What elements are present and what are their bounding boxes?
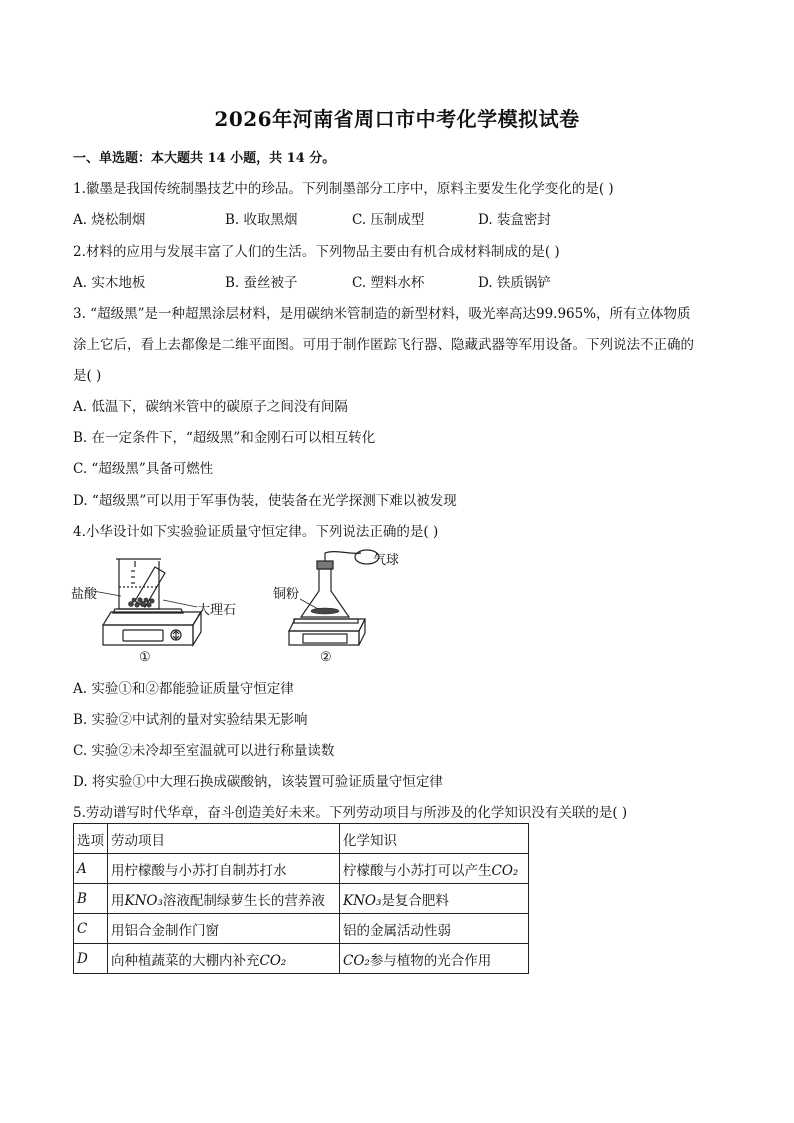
q5-stem: 5.劳动谱写时代华章，奋斗创造美好未来。下列劳动项目与所涉及的化学知识没有关联的是( ) [73, 805, 628, 821]
project-text: 用 [111, 892, 125, 909]
chem-formula: KNO₃ [343, 892, 382, 909]
q5-table [73, 823, 529, 974]
q4-option-d[interactable]: D. 将实验①中大理石换成碳酸钠，该装置可验证质量守恒定律 [73, 774, 443, 790]
q2-option-c[interactable]: C. 塑料水杯 [352, 275, 425, 291]
label-line-marble [163, 600, 197, 607]
row-knowledge [340, 884, 529, 914]
label-line-hcl [93, 591, 121, 596]
row-knowledge [340, 944, 529, 974]
q1-option-d[interactable]: D. 装盒密封 [478, 212, 551, 228]
q1-option-c[interactable]: C. 压制成型 [352, 212, 425, 228]
header-project: 劳动项目 [108, 824, 340, 854]
row-project [108, 944, 340, 974]
balance-2 [289, 619, 365, 645]
q4-stem: 4.小华设计如下实验验证质量守恒定律。下列说法正确的是( ) [73, 524, 439, 540]
label-balloon: 气球 [373, 553, 400, 568]
copper-powder [311, 608, 339, 614]
experiment-diagram [73, 547, 413, 667]
knowledge-text: 参与植物的光合作用 [369, 952, 492, 969]
q3-option-d[interactable]: D. “超级黑”可以用于军事伪装，使装备在光学探测下难以被发现 [73, 493, 457, 509]
table-header-row [74, 824, 529, 854]
label-line-copper [300, 599, 318, 609]
row-project: 用铝合金制作门窗 [108, 914, 340, 944]
row-project: 用柠檬酸与小苏打自制苏打水 [108, 854, 340, 884]
caption-1: ① [139, 650, 151, 665]
row-key: C [74, 914, 108, 944]
chem-formula: CO₂ [491, 862, 519, 879]
q4-experiment-figure [73, 547, 413, 667]
q3-option-a[interactable]: A. 低温下，碳纳米管中的碳原子之间没有间隔 [73, 399, 348, 415]
table-row[interactable] [74, 884, 529, 914]
exam-title: 2026年河南省周口市中考化学模拟试卷 [214, 107, 580, 131]
knowledge-text: 柠檬酸与小苏打可以产生 [343, 862, 492, 879]
knowledge-text: 是复合肥料 [381, 892, 449, 909]
q2-option-a[interactable]: A. 实木地板 [73, 275, 146, 291]
q3-stem-line2: 涂上它后，看上去都像是二维平面图。可用于制作匿踪飞行器、隐藏武器等军用设备。下列说法不正确的 [73, 337, 694, 353]
marble-chips [129, 598, 155, 607]
row-knowledge [340, 854, 529, 884]
q2-stem: 2.材料的应用与发展丰富了人们的生活。下列物品主要由有机合成材料制成的是( ) [73, 244, 560, 260]
row-project [108, 884, 340, 914]
chem-formula: CO₂ [259, 952, 287, 969]
table-row[interactable] [74, 914, 529, 944]
q2-option-b[interactable]: B. 蚕丝被子 [225, 275, 298, 291]
row-knowledge: 铝的金属活动性弱 [340, 914, 529, 944]
label-hcl: 盐酸 [71, 587, 98, 602]
q1-option-b[interactable]: B. 收取黑烟 [225, 212, 298, 228]
q4-option-b[interactable]: B. 实验②中试剂的量对实验结果无影响 [73, 712, 308, 728]
section-heading: 一、单选题：本大题共 14 小题，共 14 分。 [73, 151, 336, 166]
row-key: B [74, 884, 108, 914]
row-key: A [74, 854, 108, 884]
project-text: 向种植蔬菜的大棚内补充 [111, 952, 260, 969]
q2-option-d[interactable]: D. 铁质锅铲 [478, 275, 551, 291]
q3-stem-line1: 3. “超级黑”是一种超黑涂层材料，是用碳纳米管制造的新型材料，吸光率高达99.965%，所有立体物质 [73, 306, 691, 322]
row-key: D [74, 944, 108, 974]
chem-formula: CO₂ [343, 952, 370, 969]
label-copper: 铜粉 [273, 587, 300, 602]
q3-option-c[interactable]: C. “超级黑”具备可燃性 [73, 461, 214, 477]
balance-1 [103, 609, 201, 645]
conical-flask [301, 550, 379, 617]
table-row[interactable] [74, 854, 529, 884]
caption-2: ② [320, 650, 332, 665]
q3-option-b[interactable]: B. 在一定条件下，“超级黑”和金刚石可以相互转化 [73, 430, 376, 446]
q1-stem: 1.徽墨是我国传统制墨技艺中的珍品。下列制墨部分工序中，原料主要发生化学变化的是( ) [73, 181, 614, 197]
chem-formula: KNO₃ [124, 892, 163, 909]
q3-stem-line3: 是( ) [73, 368, 102, 384]
header-knowledge: 化学知识 [340, 824, 529, 854]
label-marble: 大理石 [197, 603, 237, 618]
q4-option-c[interactable]: C. 实验②未冷却至室温就可以进行称量读数 [73, 743, 335, 759]
table-row[interactable] [74, 944, 529, 974]
q4-option-a[interactable]: A. 实验①和②都能验证质量守恒定律 [73, 681, 294, 697]
q1-option-a[interactable]: A. 烧松制烟 [73, 212, 146, 228]
project-text: 溶液配制绿萝生长的营养液 [162, 892, 325, 909]
header-option: 选项 [74, 824, 108, 854]
